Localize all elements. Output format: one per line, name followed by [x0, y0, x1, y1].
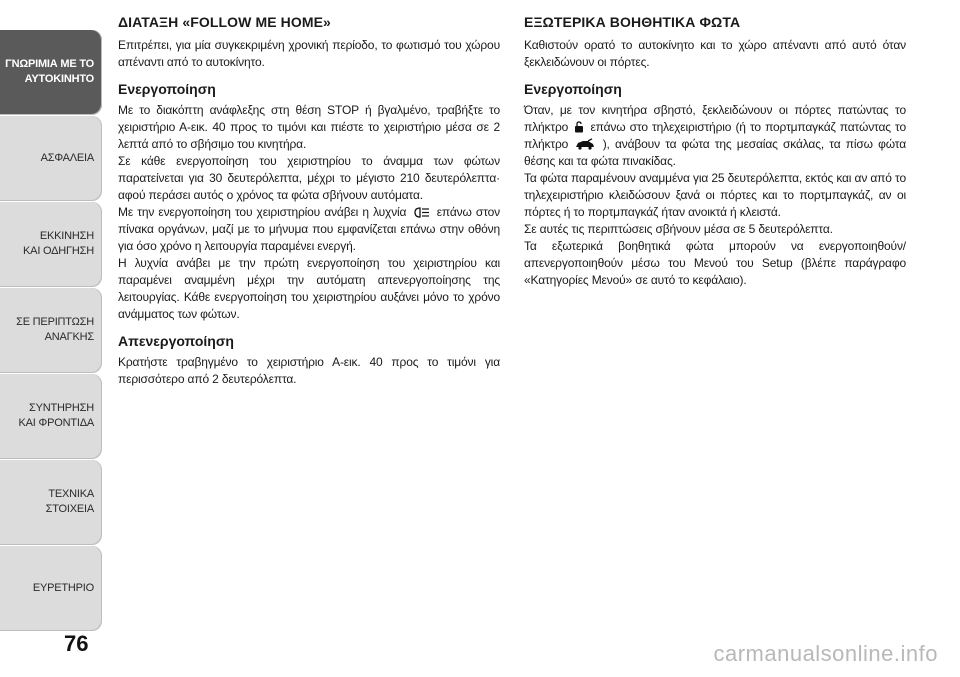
- courtesy-paragraph-1-start: Όταν, με τον κινητήρα σβηστό, ξεκλειδώνουν οι πόρτες πατώντας το πλήκτρο: [524, 103, 906, 134]
- courtesy-lights-intro: Καθιστούν ορατό το αυτοκίνητο και το χώρο απέναντι από αυτό όταν ξεκλειδώνουν οι πόρτες.: [524, 38, 906, 69]
- padlock-unlock-icon: [574, 121, 584, 133]
- right-column: [524, 14, 906, 289]
- tab-index[interactable]: ΕΥΡΕΤΗΡΙΟ: [0, 546, 102, 630]
- tab-safety[interactable]: ΑΣΦΑΛΕΙΑ: [0, 116, 102, 200]
- deactivation-paragraph: Κρατήστε τραβηγμένο το χειριστήριο Α-εικ. 40 προς το τιμόνι για περισσότερο από 2 δευτερόλεπτα.: [118, 355, 500, 386]
- follow-me-home-intro: Επιτρέπει, για μία συγκεκριμένη χρονική περίοδο, το φωτισμό του χώρου απέναντι από το αυτοκίνητο.: [118, 38, 500, 69]
- courtesy-lights-title: ΕΞΩΤΕΡΙΚΑ ΒΟΗΘΗΤΙΚΑ ΦΩΤΑ: [524, 14, 741, 30]
- activation-paragraph-3-start: Με την ενεργοποίηση του χειριστηρίου ανάβει η λυχνία: [118, 205, 407, 219]
- activation-heading: Ενεργοποίηση: [118, 81, 216, 97]
- courtesy-paragraph-1-middle: επάνω στο τηλεχειριστήριο (ή το πορτμπαγκάζ πατώντας το πλήκτρο: [524, 120, 906, 151]
- tab-getting-to-know[interactable]: ΓΝΩΡΙΜΙΑ ΜΕ ΤΟ ΑΥΤΟΚΙΝΗΤΟ: [0, 30, 102, 114]
- tab-starting-driving[interactable]: ΕΚΚΙΝΗΣΗ ΚΑΙ ΟΔΗΓΗΣΗ: [0, 202, 102, 286]
- activation-paragraph-3-end: επάνω στον πίνακα οργάνων, μαζί με το μήνυμα που εμφανίζεται επάνω στην οθόνη για όσο χρόνο η λειτουργία παραμένει ενεργή.: [118, 205, 500, 253]
- headlamp-indicator-icon: [413, 207, 431, 218]
- deactivation-heading: Απενεργοποίηση: [118, 333, 234, 349]
- car-trunk-icon: [575, 138, 595, 150]
- courtesy-paragraph-2: Τα φώτα παραμένουν αναμμένα για 25 δευτερόλεπτα, εκτός και αν από το τηλεχειριστήριο κλειδώσουν ξανά οι πόρτες και το πορτμπαγκάζ, αν οι πόρτες ή το πορτμπαγκάζ ήταν ανοικτά ή κλειστά.: [524, 171, 906, 219]
- activation-paragraph-2: Σε κάθε ενεργοποίηση του χειριστηρίου το άναμμα των φώτων παρατείνεται για 30 δευτερόλεπτα, μέχρι το μέγιστο 210 δευτερόλεπτα· αφού περάσει αυτός ο χρόνος τα φώτα σβήνουν αυτόματα.: [118, 154, 500, 202]
- activation-paragraph-3: [118, 204, 500, 255]
- tab-emergency[interactable]: ΣΕ ΠΕΡΙΠΤΩΣΗ ΑΝΑΓΚΗΣ: [0, 288, 102, 372]
- tab-maintenance[interactable]: ΣΥΝΤΗΡΗΣΗ ΚΑΙ ΦΡΟΝΤΙΔΑ: [0, 374, 102, 458]
- activation-paragraph-4: Η λυχνία ανάβει με την πρώτη ενεργοποίηση του χειριστηρίου και παραμένει αναμμένη μέχρι την αυτόματη απενεργοποίησης της λειτουργίας. Κάθε ενεργοποίηση του χειριστηρίου αυξάνει μόνο το χρόνο ανάμματος των φώτων.: [118, 256, 500, 321]
- watermark: carmanualsonline.info: [713, 641, 938, 666]
- courtesy-paragraph-4: Τα εξωτερικά βοηθητικά φώτα μπορούν να ενεργοποιηθούν/απενεργοποιηθούν μέσω του Μενού του Setup (βλέπε παράγραφο «Κατηγορίες Μενού» σε αυτό το κεφάλαιο).: [524, 239, 906, 287]
- page-number: 76: [64, 631, 89, 656]
- courtesy-activation-heading: Ενεργοποίηση: [524, 81, 622, 97]
- courtesy-paragraph-1: [524, 102, 906, 170]
- tab-technical-data[interactable]: ΤΕΧΝΙΚΑ ΣΤΟΙΧΕΙΑ: [0, 460, 102, 544]
- activation-paragraph-1: Με το διακόπτη ανάφλεξης στη θέση STOP ή βγαλμένο, τραβήξτε το χειριστήριο Α-εικ. 40 προς το τιμόνι και πιέστε το χειριστήριο μέσα σε 2 λεπτά από το σβήσιμο του κινητήρα.: [118, 103, 500, 151]
- courtesy-paragraph-3: Σε αυτές τις περιπτώσεις σβήνουν μέσα σε 5 δευτερόλεπτα.: [524, 222, 833, 236]
- follow-me-home-title: ΔΙΑΤΑΞΗ «FOLLOW ME HOME»: [118, 14, 331, 30]
- courtesy-paragraph-1-end: ), ανάβουν τα φώτα της μεσαίας σκάλας, τα πίσω φώτα θέσης και τα φώτα πινακίδας.: [524, 137, 907, 168]
- left-column: [118, 14, 500, 388]
